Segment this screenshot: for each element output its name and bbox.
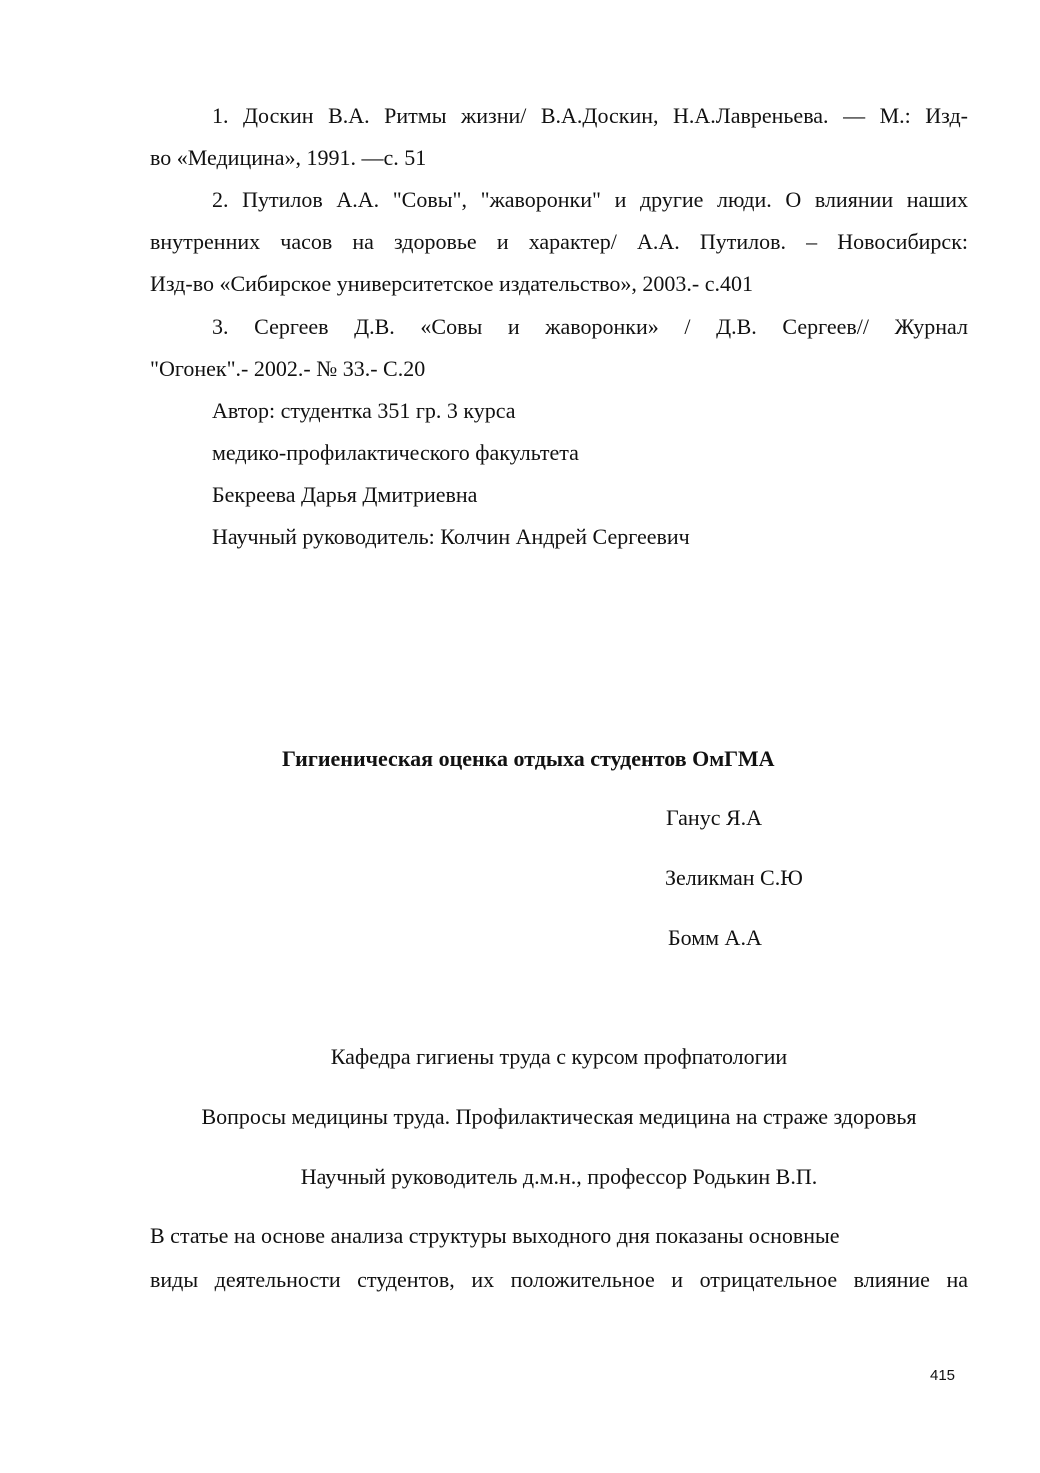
article-author-2: Зеликман С.Ю <box>665 865 803 890</box>
article-title: Гигиеническая оценка отдыха студентов ОмГМА <box>282 746 775 771</box>
faculty-line: медико-профилактического факультета <box>212 440 579 465</box>
reference-3-line-2: "Огонек".- 2002.- № 33.- С.20 <box>150 356 426 381</box>
abstract-line-1: В статье на основе анализа структуры выходного дня показаны основные <box>150 1223 840 1248</box>
department-line: Кафедра гигиены труда с курсом профпатологии <box>330 1044 788 1069</box>
section-line: Вопросы медицины труда. Профилактическая медицина на страже здоровья <box>201 1104 917 1129</box>
article-author-3: Бомм А.А <box>668 925 762 950</box>
reference-2-line-3: Изд-во «Сибирское университетское издательство», 2003.- с.401 <box>150 271 754 296</box>
reference-1-line-1: 1. Доскин В.А. Ритмы жизни/ В.А.Доскин, Н.А.Лавреньева. — М.: Изд- <box>212 103 968 128</box>
reference-3-line-1: 3. Сергеев Д.В. «Совы и жаворонки» / Д.В. Сергеев// Журнал <box>212 314 968 339</box>
abstract-line-2: виды деятельности студентов, их положительное и отрицательное влияние на <box>150 1267 968 1292</box>
page-number: 415 <box>930 1367 956 1384</box>
supervisor-line: Научный руководитель: Колчин Андрей Сергеевич <box>212 524 690 549</box>
article-supervisor-line: Научный руководитель д.м.н., профессор Родькин В.П. <box>300 1164 818 1189</box>
reference-2-line-1: 2. Путилов А.А. "Совы", "жаворонки" и другие люди. О влиянии наших <box>212 187 968 212</box>
article-author-1: Ганус Я.А <box>666 805 763 830</box>
author-line: Автор: студентка 351 гр. 3 курса <box>212 398 516 423</box>
reference-1-line-2: во «Медицина», 1991. —с. 51 <box>150 145 427 170</box>
author-name: Бекреева Дарья Дмитриевна <box>212 482 478 507</box>
reference-2-line-2: внутренних часов на здоровье и характер/ А.А. Путилов. – Новосибирск: <box>150 229 968 254</box>
